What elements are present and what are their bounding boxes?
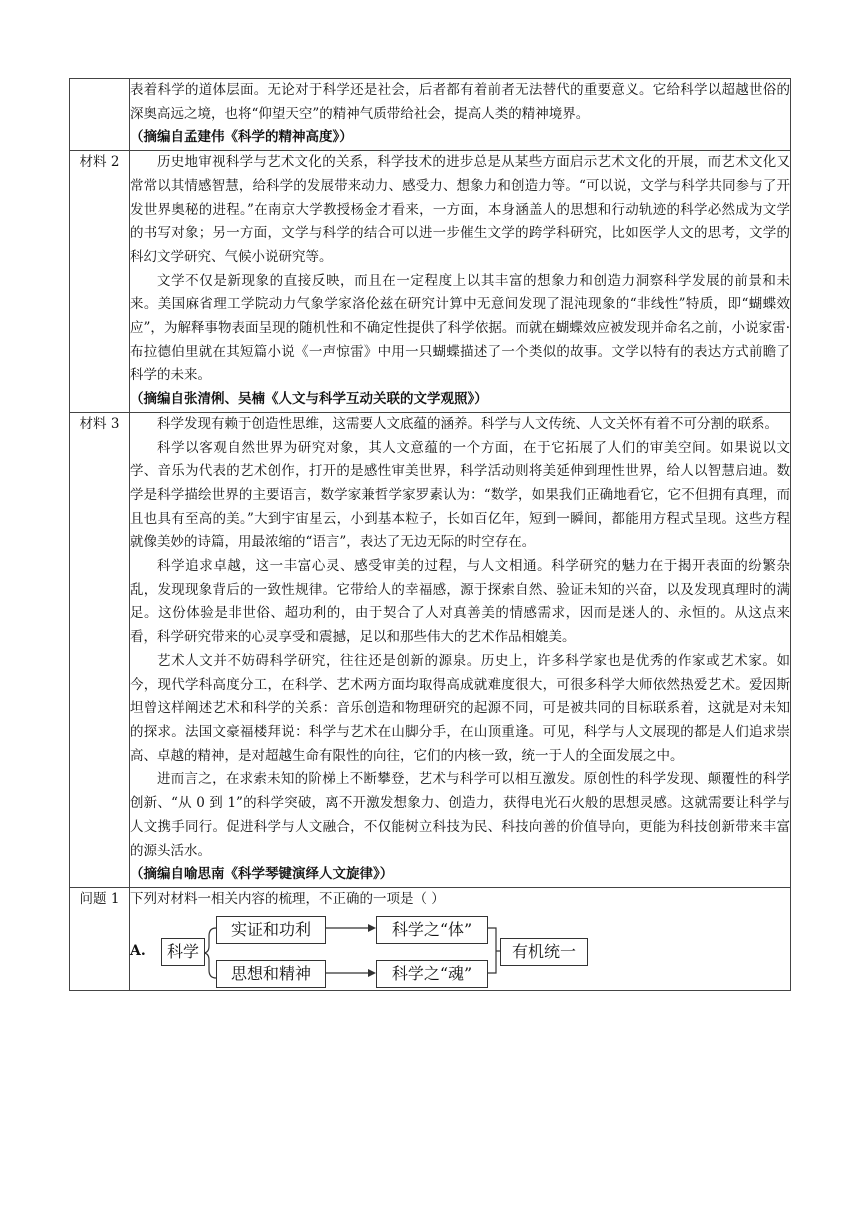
row-material-1-tail: [70, 79, 791, 151]
option-letter: A.: [130, 942, 146, 959]
box-bottom-right: 科学之“魂”: [376, 960, 488, 988]
box-top-left: 实证和功利: [216, 916, 326, 944]
source-citation: （摘编自喻思南《科学琴键演绎人文旋律》）: [130, 866, 394, 883]
paragraph: 艺术人文并不妨碍科学研究，往往还是创新的源泉。历史上，许多科学家也是优秀的作家或艺术家。如今，现代学科高度分工，在科学、艺术两方面均取得高成就难度很大，可很多科学大师依然热爱艺术。爱因斯坦曾这样阐述艺术和科学的关系：音乐创造和物理研究的起源不同，可是被共同的目标联系着，这就是对未知的探求。法国文豪福楼拜说：科学与艺术在山脚分手，在山顶重逢。可见，科学与人文展现的都是人们追求崇高、卓越的精神，是对超越生命有限性的向往，它们的内核一致，统一于人的全面发展之中。: [130, 652, 790, 764]
paragraph: 科学以客观自然世界为研究对象，其人文意蕴的一个方面，在于它拓展了人们的审美空间。如果说以文学、音乐为代表的艺术创作，打开的是感性审美世界，科学活动则将美延伸到理性世界，给人以智慧启迪。数学是科学描绘世界的主要语言，数学家兼哲学家罗素认为：“数学，如果我们正确地看它，它不但拥有真理，而且也具有至高的美。”大到宇宙星云，小到基本粒子，长如百亿年，短到一瞬间，都能用方程式呈现。这些方程就像美妙的诗篇，用最浓缩的“语言”，表达了无边无际的时空存在。: [130, 439, 790, 551]
arrowhead-top: [368, 924, 376, 932]
paragraph: 历史地审视科学与艺术文化的关系，科学技术的进步总是从某些方面启示艺术文化的开展，而艺术文化又常常以其情感智慧，给科学的发展带来动力、感受力、想象力和创造力等。“可以说，文学与科学共同参与了开发世界奥秘的进程。”在南京大学教授杨金才看来，一方面，本身涵盖人的思想和行动轨迹的科学必然成为文学的书写对象；另一方面，文学与科学的结合可以进一步催生文学的跨学科研究，比如医学人文的思考，文学的科幻文学研究、气候小说研究等。: [130, 154, 790, 265]
row-material-2: [70, 151, 791, 413]
box-bottom-left: 思想和精神: [216, 960, 326, 988]
row-content: [130, 151, 791, 413]
paragraph: 表着科学的道体层面。无论对于科学还是社会，后者都有着前者无法替代的重要意义。它给科学以超越世俗的深奥高远之境，也将“仰望天空”的精神气质带给社会，提高人类的精神境界。: [130, 82, 790, 122]
box-result: 有机统一: [500, 938, 588, 966]
paragraph: 文学不仅是新现象的直接反映，而且在一定程度上以其丰富的想象力和创造力洞察科学发展的前景和未来。美国麻省理工学院动力气象学家洛伦兹在研究计算中无意间发现了混沌现象的“非线性”特质，即“蝴蝶效应”，为解释事物表面呈现的随机性和不确定性提供了科学依据。而就在蝴蝶效应被发现并命名之前，小说家雷·布拉德伯里就在其短篇小说《一声惊雷》中用一只蝴蝶描述了一个类似的故事。文学以特有的表达方式前瞻了科学的未来。: [130, 272, 790, 384]
row-question-1: [70, 887, 791, 990]
row-content: [130, 79, 791, 151]
option-a-diagram: [130, 916, 790, 990]
box-top-right: 科学之“体”: [376, 916, 488, 944]
paragraph: 进而言之，在求索未知的阶梯上不断攀登，艺术与科学可以相互激发。原创性的科学发现、颠覆性的科学创新、“从 0 到 1”的科学突破，离不开激发想象力、创造力，获得电光石火般的思想灵感。这就需要让科学与人文携手同行。促进科学与人文融合，不仅能树立科技为民、科技向善的价值导向，更能为科技创新带来丰富的源头活水。: [130, 771, 790, 859]
arrowhead-bottom: [368, 969, 376, 977]
source-citation: （摘编自张清俐、吴楠《人文与科学互动关联的文学观照》）: [130, 391, 488, 408]
question-content: [130, 887, 791, 990]
row-label: [70, 79, 130, 151]
row-label: 材料 2: [70, 151, 130, 413]
row-label: 问题 1: [70, 887, 130, 990]
box-root: 科学: [161, 938, 205, 966]
paragraph: 科学发现有赖于创造性思维，这需要人文底蕴的涵养。科学与人文传统、人文关怀有着不可分割的联系。: [157, 415, 778, 432]
row-material-3: [70, 412, 791, 887]
source-citation: （摘编自孟建伟《科学的精神高度》）: [130, 129, 353, 146]
question-prompt: 下列对材料一相关内容的梳理，不正确的一项是（ ）: [130, 890, 445, 907]
paragraph: 科学追求卓越，这一丰富心灵、感受审美的过程，与人文相通。科学研究的魅力在于揭开表面的纷繁杂乱，发现现象背后的一致性规律。它带给人的幸福感，源于探索自然、验证未知的兴奋，以及发现真理时的满足。这份体验是非世俗、超功利的，由于契合了人对真善美的情感需求，因而是迷人的、永恒的。从这点来看，科学研究带来的心灵享受和震撼，足以和那些伟大的艺术作品相媲美。: [130, 558, 790, 646]
row-content: [130, 412, 791, 887]
row-label: 材料 3: [70, 412, 130, 887]
bracket-right: [488, 928, 500, 973]
material-table: [69, 78, 791, 991]
